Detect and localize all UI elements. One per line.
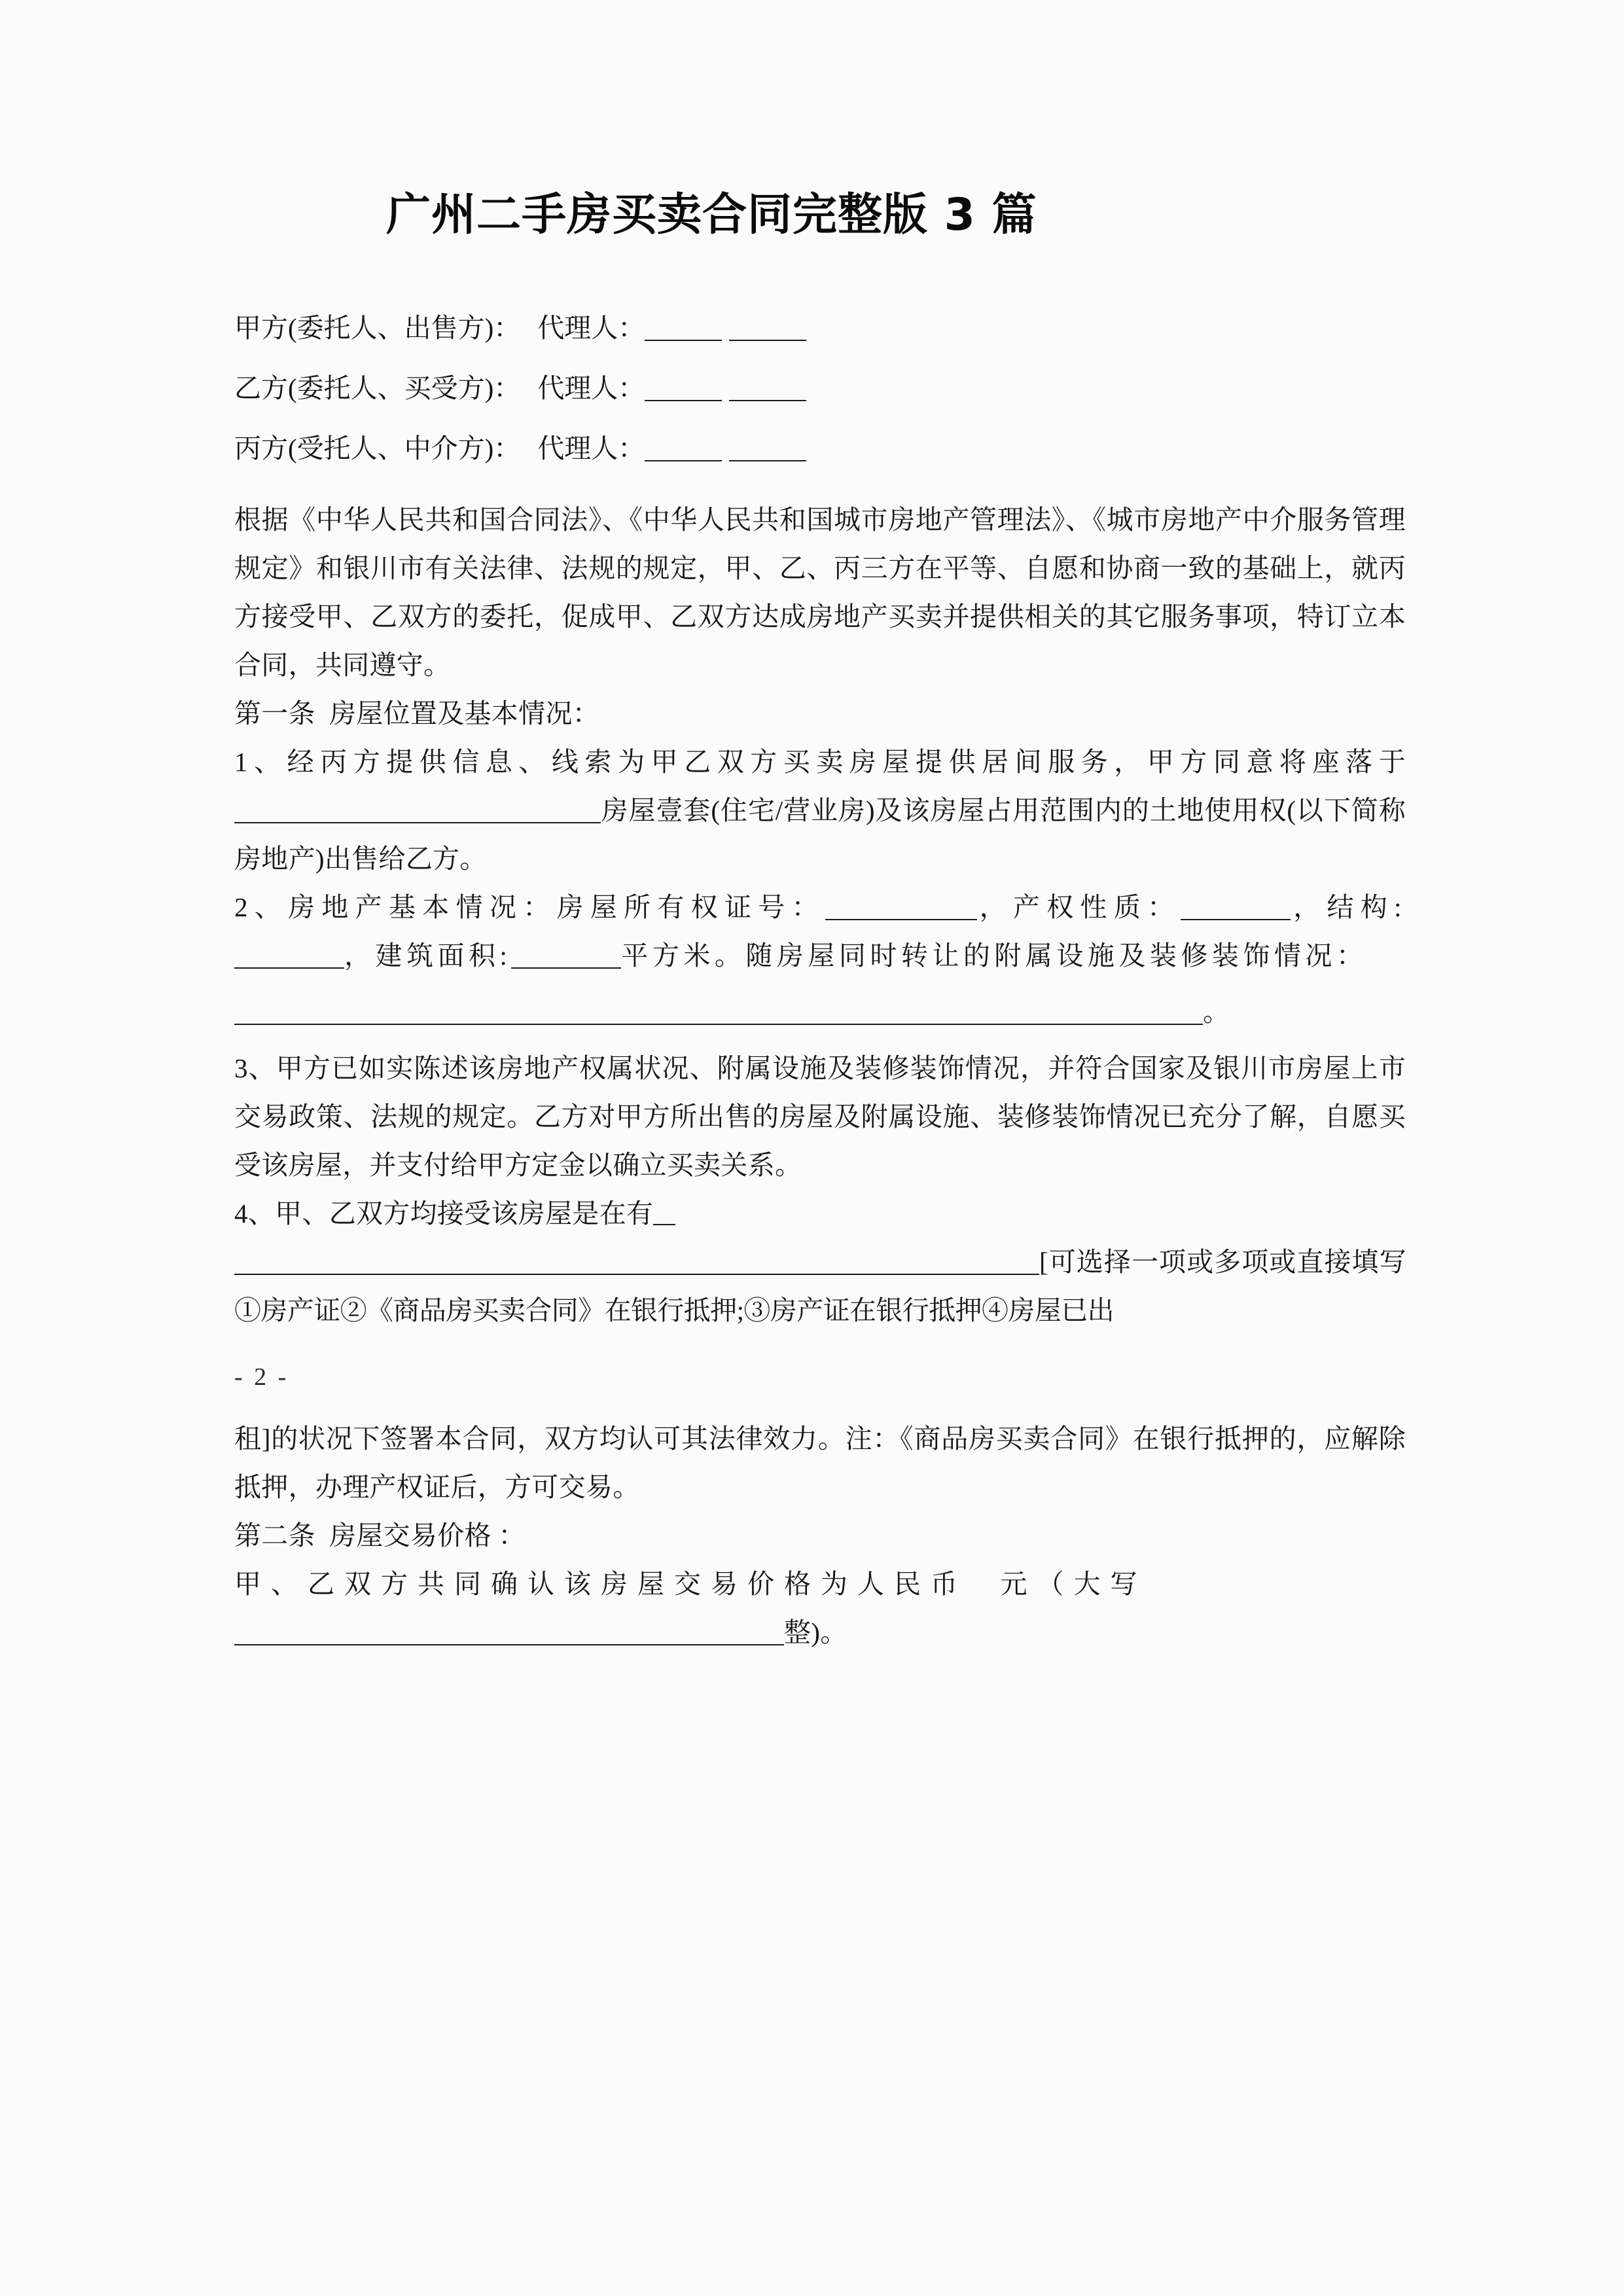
preamble-paragraph: 根据《中华人民共和国合同法》、《中华人民共和国城市房地产管理法》、《城市房地产中介服务管理规定》和银川市有关法律、法规的规定，甲、乙、丙三方在平等、自愿和协商一致的基础上，就丙方接受甲、乙双方的委托，促成甲、乙双方达成房地产买卖并提供相关的其它服务事项，特订立本合同，共同遵守。 <box>234 504 1406 680</box>
property-location-blank[interactable] <box>234 821 601 823</box>
party-agent-blank-a[interactable] <box>645 459 722 461</box>
party-role-label: 丙方(受托人、中介方)： <box>234 433 521 463</box>
item-2-text-a: 2、房地产基本情况：房屋所有权证号： <box>234 891 825 922</box>
article-two-amount-row <box>234 1608 1406 1657</box>
item-1-text-a: 1、经丙方提供信息、线索为甲乙双方买卖房屋提供居间服务，甲方同意将座落于 <box>234 746 1406 777</box>
party-agent-label: 代理人： <box>537 372 645 403</box>
document-body <box>234 298 1406 1657</box>
page-title: 广州二手房买卖合同完整版 3 篇 <box>386 189 1037 241</box>
party-agent-blank-b[interactable] <box>729 399 806 401</box>
item-4-text-b: [可选择一项或多项或直接填写①房产证②《商品房买卖合同》在银行抵押;③房产证在银行抵押④房屋已出 <box>234 1246 1406 1325</box>
party-row-buyer <box>234 358 1406 418</box>
document-content <box>234 0 1406 1657</box>
party-agent-label: 代理人： <box>537 433 645 463</box>
page-number-marker: - 2 - <box>234 1363 289 1391</box>
article-one-item-1 <box>234 738 1406 883</box>
floor-area-blank[interactable] <box>511 967 621 969</box>
article-two-body: 甲、乙双方共同确认该房屋交易价格为人民币 元（大写 <box>234 1568 1147 1599</box>
party-agent-blank-a[interactable] <box>645 339 722 341</box>
property-status-inline-blank[interactable] <box>653 1223 675 1225</box>
party-agent-label: 代理人： <box>537 312 645 343</box>
spacer <box>234 1036 1406 1044</box>
article-one-item-3: 3、甲方已如实陈述该房地产权属状况、附属设施及装修装饰情况，并符合国家及银川市房屋上市交易政策、法规的规定。乙方对甲方所出售的房屋及附属设施、装修装饰情况已充分了解，自愿买受该房屋，并支付给甲方定金以确立买卖关系。 <box>234 1052 1406 1180</box>
party-role-label: 甲方(委托人、出售方)： <box>234 312 521 343</box>
party-agent-blank-b[interactable] <box>729 459 806 461</box>
article-two-body-suffix: 整)。 <box>784 1617 847 1647</box>
item-2-text-f: 。 <box>1203 996 1230 1027</box>
item-2-text-c: ，结构: <box>1291 891 1406 922</box>
fixtures-decoration-fill-row <box>234 988 1406 1036</box>
item-1-text-b: 房屋壹套(住宅/营业房)及该房屋占用范围内的土地使用权(以下简称房地产)出售给乙方。 <box>234 795 1406 874</box>
price-in-words-blank[interactable] <box>234 1643 784 1645</box>
spacer <box>234 980 1406 988</box>
ownership-certificate-blank[interactable] <box>825 918 977 920</box>
structure-blank[interactable] <box>234 967 344 969</box>
party-row-agency <box>234 418 1406 478</box>
article-one-item-4-continued: 租]的状况下签署本合同，双方均认可其法律效力。注：《商品房买卖合同》在银行抵押的，应解除抵押，办理产权证后，方可交易。 <box>234 1423 1406 1502</box>
article-one-item-4-head <box>234 1189 1406 1238</box>
property-right-nature-blank[interactable] <box>1181 918 1291 920</box>
party-role-label: 乙方(委托人、买受方)： <box>234 372 521 403</box>
article-one-item-4-options <box>234 1238 1406 1335</box>
party-agent-blank-b[interactable] <box>729 339 806 341</box>
party-agent-blank-a[interactable] <box>645 399 722 401</box>
item-2-text-d: ，建筑面积: <box>344 940 512 971</box>
item-2-text-b: ，产权性质： <box>976 891 1181 922</box>
fixtures-decoration-blank[interactable] <box>234 1023 1203 1025</box>
property-status-blank[interactable] <box>234 1273 1039 1275</box>
article-two-heading: 第二条 房屋交易价格 ： <box>234 1520 526 1551</box>
article-one-item-2 <box>234 883 1406 980</box>
item-4-text-a: 4、甲、乙双方均接受该房屋是在有 <box>234 1198 654 1229</box>
article-one-heading: 第一条 房屋位置及基本情况： <box>234 698 599 728</box>
party-row-seller <box>234 298 1406 358</box>
item-2-text-e: 平方米。随房屋同时转让的附属设施及装修装饰情况： <box>621 940 1368 971</box>
spacer <box>234 478 1406 495</box>
